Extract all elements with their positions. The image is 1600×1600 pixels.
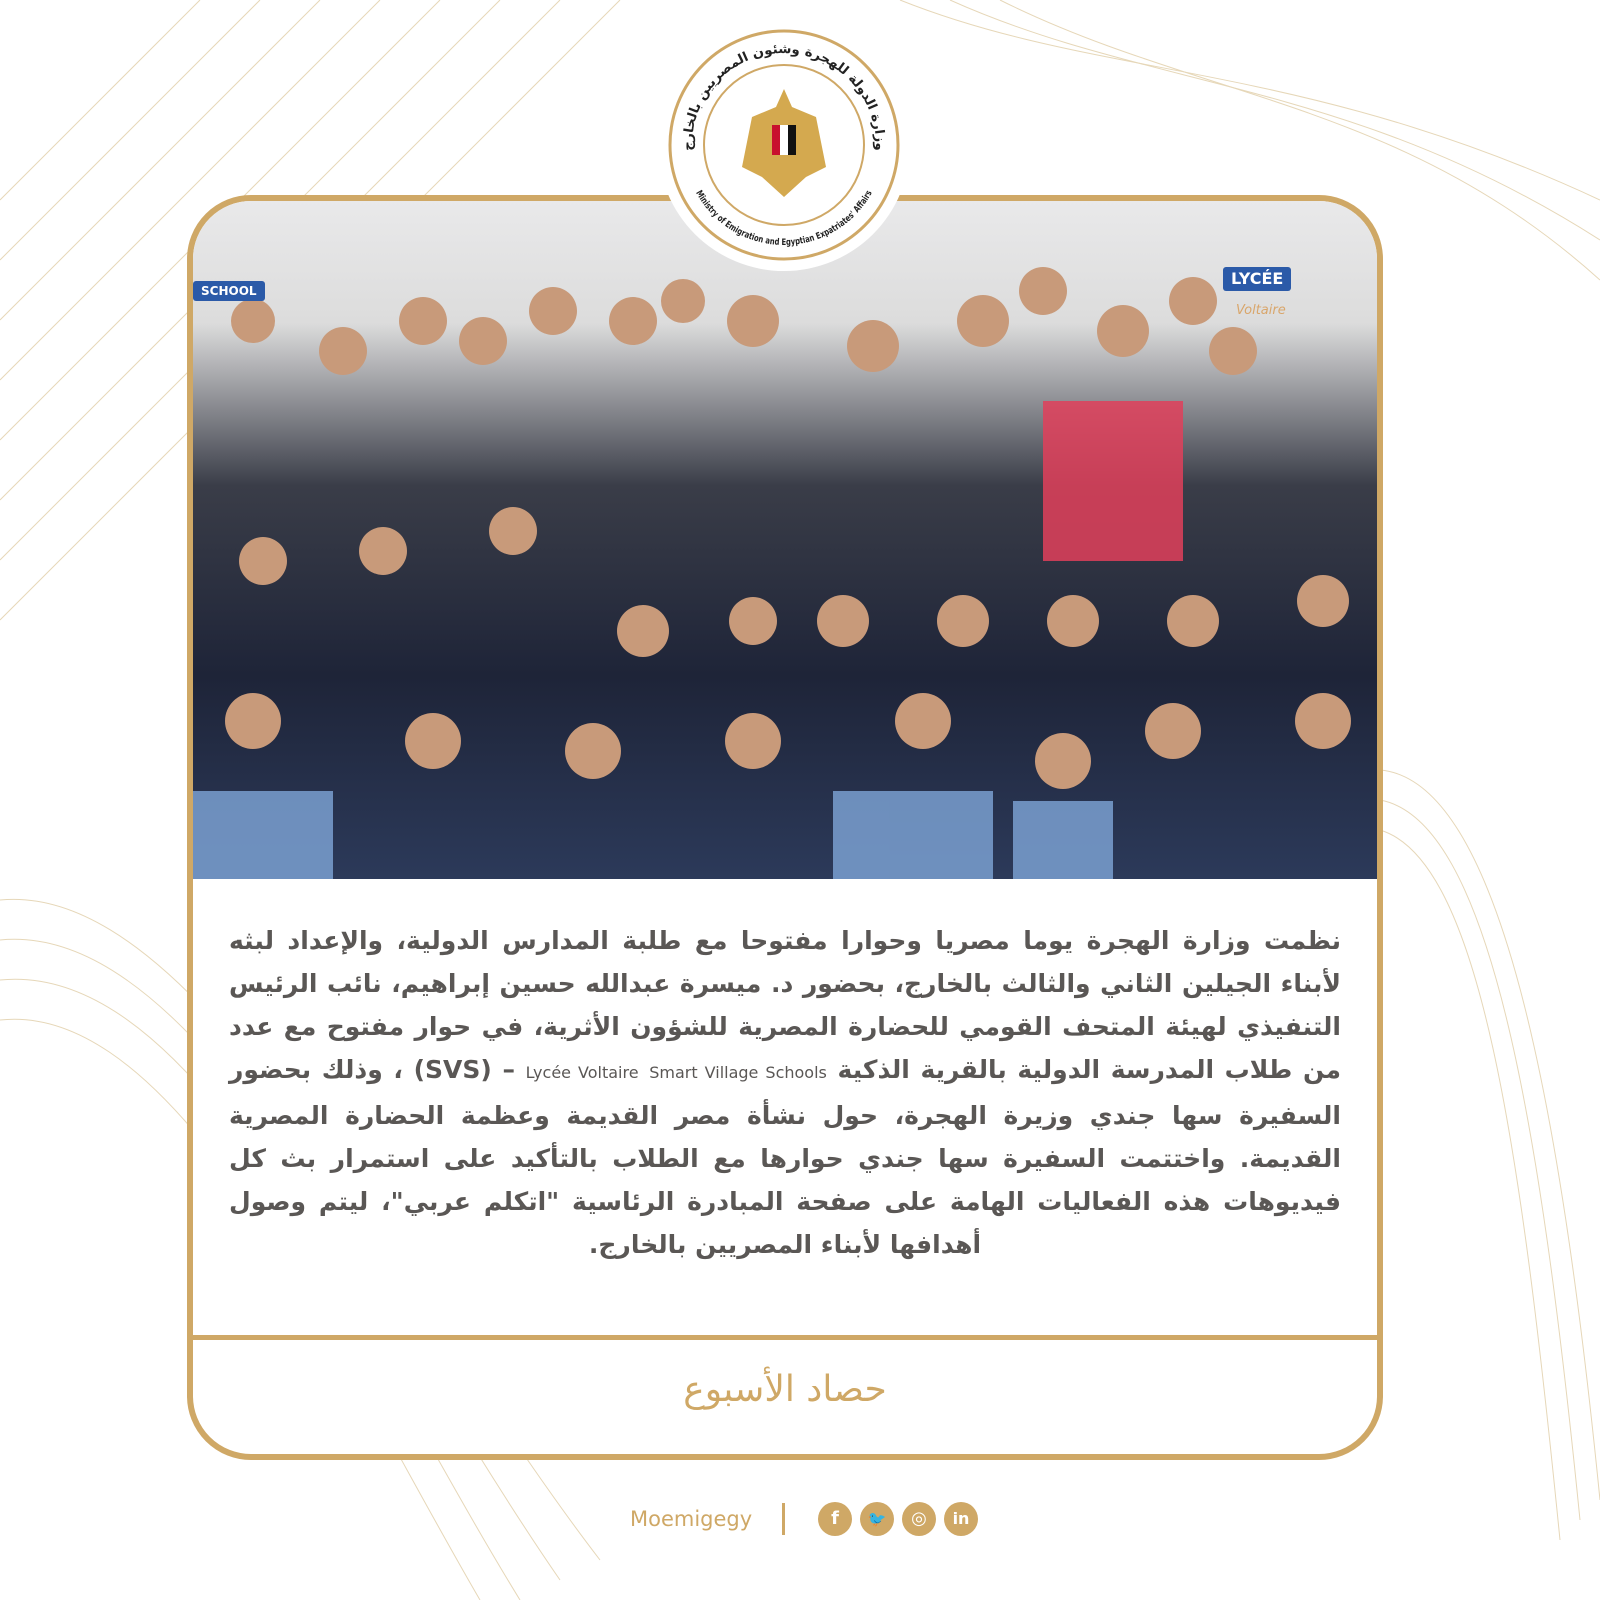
logo-arabic-text: وزارة الدولة للهجرة وشئون المصريين بالخارج: [680, 41, 888, 151]
section-title: حصاد الأسبوع: [683, 1369, 887, 1410]
school-banner: SCHOOL: [193, 281, 265, 301]
crowd-silhouettes: [193, 201, 1377, 879]
instagram-icon[interactable]: ◎: [902, 1502, 936, 1536]
facebook-icon[interactable]: f: [818, 1502, 852, 1536]
social-handle[interactable]: Moemigegy: [630, 1507, 753, 1531]
article-body: [229, 919, 1341, 1266]
lycee-name-en: Lycée Voltaire: [525, 1063, 639, 1082]
footer-separator: [782, 1503, 785, 1535]
lycee-banner: LYCÉE: [1223, 267, 1291, 291]
voltaire-banner: Voltaire: [1236, 303, 1286, 318]
twitter-icon[interactable]: 🐦: [860, 1502, 894, 1536]
group-photo: [193, 201, 1377, 879]
logo-english-text: Ministry of Emigration and Egyptian Expatriates' Affairs: [693, 187, 876, 248]
page-wrapper: [187, 195, 1383, 1540]
body-part2: – (SVS) ، وذلك بحضور السفيرة سها جندي وزيرة الهجرة، حول نشأة مصر القديمة وعظمة الحضارة المصرية القديمة. واختتمت السفيرة سها جندي حوارها مع الطلاب بالتأكيد على استمرار بث كل فيديوهات هذه الفعاليات الهامة على صفحة المبادرة الرئاسية "اتكلم عربي"، ليتم وصول أهدافها لأبناء المصريين بالخارج.: [229, 1055, 1341, 1259]
post-card: [187, 195, 1383, 1460]
spacer: [193, 1266, 1377, 1335]
linkedin-icon[interactable]: in: [944, 1502, 978, 1536]
ministry-logo: [666, 27, 902, 263]
footer: [187, 1500, 1383, 1540]
school-name-en: Smart Village Schools: [649, 1063, 827, 1082]
body-part1: نظمت وزارة الهجرة يوما مصريا وحوارا مفتوحا مع طلبة المدارس الدولية، والإعداد لبثه لأبناء الجيلين الثاني والثالث بالخارج، بحضور د. ميسرة عبدالله حسين إبراهيم، نائب الرئيس التنفيذي لهيئة المتحف القومي للحضارة المصرية للشؤون الأثرية، في حوار مفتوح مع عدد من طلاب المدرسة الدولية بالقرية الذكية: [229, 926, 1341, 1084]
